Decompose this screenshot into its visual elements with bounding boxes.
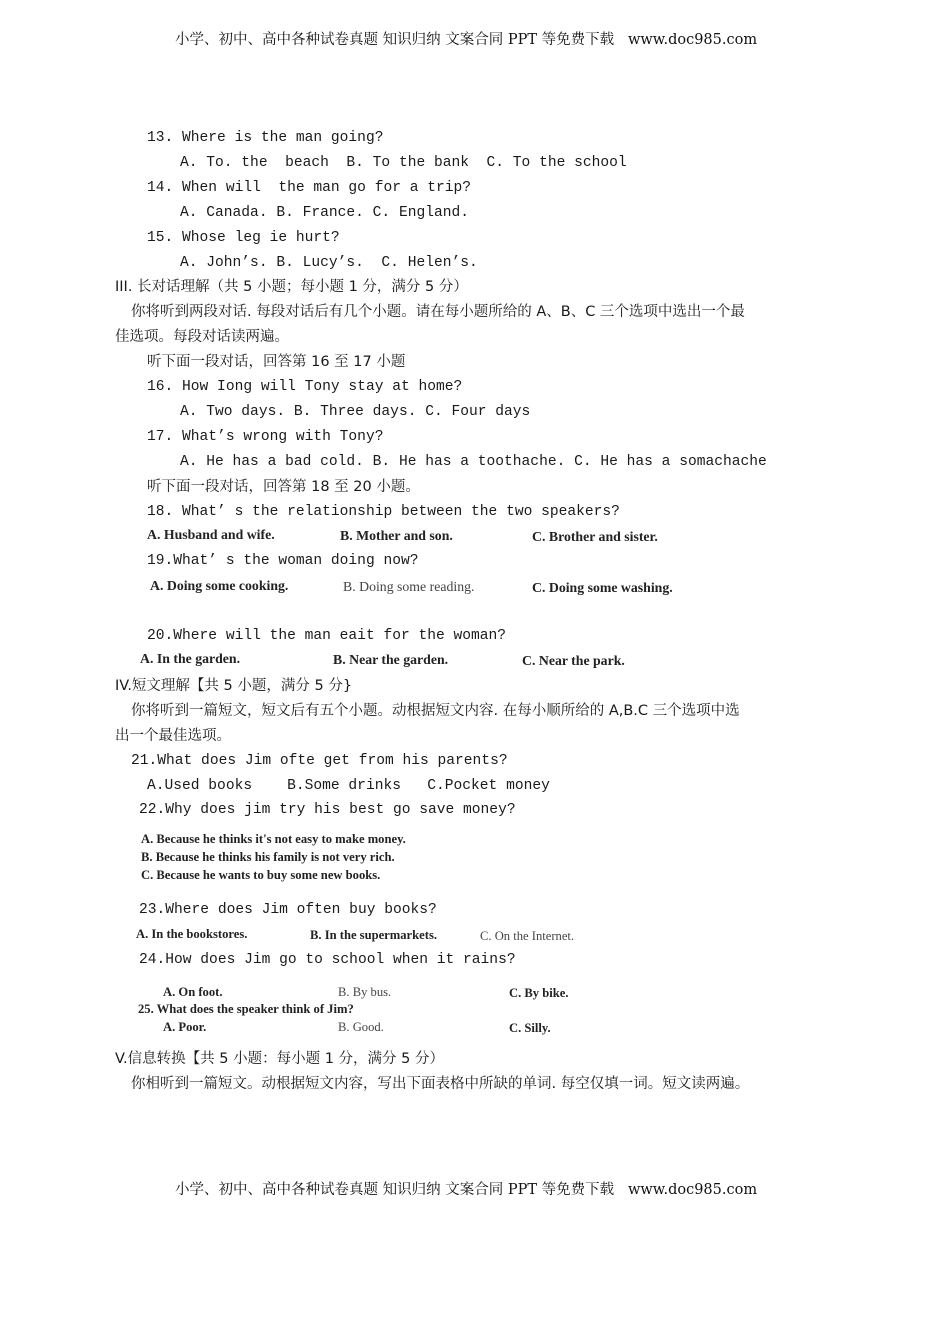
- option-b: B. By bus.: [338, 985, 392, 999]
- question-text: 20.Where will the man eait for the woman?: [147, 628, 507, 644]
- option-b: B. In the supermarkets.: [310, 928, 437, 942]
- option-c: C. Brother and sister.: [532, 529, 658, 544]
- option-b: B. Near the garden.: [333, 652, 449, 667]
- dialog-instruction: 听下面一段对话，回答第 18 至 20 小题。: [147, 479, 420, 495]
- section-instructions-cont: 佳选项。每段对话读两遍。: [115, 329, 289, 345]
- question-text: 21.What does Jim ofte get from his parents?: [131, 753, 508, 769]
- question-text: 22.Why does jim try his best go save money?: [139, 802, 516, 818]
- option-a: A. Poor.: [163, 1020, 207, 1034]
- option-a: A. Because he thinks it's not easy to make money.: [141, 832, 406, 846]
- section-title: III. 长对话理解（共 5 小题；每小题 1 分，满分 5 分）: [115, 279, 468, 295]
- question-text: 14. When will the man go for a trip?: [147, 180, 472, 196]
- section-instructions: 你将听到一篇短文，短文后有五个小题。动根据短文内容. 在每小顺所给的 A,B.C 三个选项中选: [131, 703, 740, 719]
- section-title: IV.短文理解【共 5 小题，满分 5 分}: [115, 678, 353, 694]
- question-options: A. He has a bad cold. B. He has a toothache. C. He has a somachache: [180, 454, 767, 470]
- question-options: A. Canada. B. France. C. England.: [180, 205, 470, 221]
- option-a: A. Husband and wife.: [147, 527, 275, 542]
- question-text: 16. How Iong will Tony stay at home?: [147, 379, 463, 395]
- section-title: V.信息转换【共 5 小题：每小题 1 分，满分 5 分）: [115, 1051, 444, 1067]
- question-text: 24.How does Jim go to school when it rains?: [139, 952, 516, 968]
- question-text: 13. Where is the man going?: [147, 130, 384, 146]
- question-text: 18. What’ s the relationship between the two speakers?: [147, 504, 620, 520]
- question-text: 17. What’s wrong with Tony?: [147, 429, 384, 445]
- page-footer: 小学、初中、高中各种试卷真题 知识归纳 文案合同 PPT 等免费下载 www.doc985.com: [175, 1182, 758, 1198]
- question-options: A. To. the beach B. To the bank C. To the school: [180, 155, 627, 171]
- option-a: A. On foot.: [163, 985, 223, 999]
- option-b: B. Mother and son.: [340, 528, 453, 543]
- option-c: C. Silly.: [509, 1021, 551, 1035]
- option-c: C. Because he wants to buy some new books.: [141, 868, 381, 882]
- option-c: C. On the Internet.: [480, 929, 575, 943]
- question-text: 23.Where does Jim often buy books?: [139, 902, 437, 918]
- section-instructions: 你相听到一篇短文。动根据短文内容，写出下面表格中所缺的单词. 每空仅填一词。短文读两遍。: [131, 1076, 750, 1092]
- option-a: A. In the garden.: [140, 651, 241, 666]
- section-instructions: 你将听到两段对话. 每段对话后有几个小题。请在每小题所给的 A、B、C 三个选项中选出一个最: [131, 304, 745, 320]
- question-options: A. John’s. B. Lucy’s. C. Helen’s.: [180, 255, 478, 271]
- option-c: C. By bike.: [509, 986, 569, 1000]
- question-options: A.Used books B.Some drinks C.Pocket money: [147, 778, 550, 794]
- option-b: B. Because he thinks his family is not very rich.: [141, 850, 395, 864]
- question-options: A. Two days. B. Three days. C. Four days: [180, 404, 531, 420]
- page-header: 小学、初中、高中各种试卷真题 知识归纳 文案合同 PPT 等免费下载 www.doc985.com: [175, 32, 758, 48]
- option-b: B. Doing some reading.: [343, 579, 475, 594]
- option-b: B. Good.: [338, 1020, 384, 1034]
- option-c: C. Doing some washing.: [532, 580, 673, 595]
- section-instructions-cont: 出一个最佳选项。: [115, 728, 231, 744]
- question-text: 25. What does the speaker think of Jim?: [138, 1002, 354, 1016]
- question-text: 19.What’ s the woman doing now?: [147, 553, 419, 569]
- option-c: C. Near the park.: [522, 653, 625, 668]
- dialog-instruction: 听下面一段对话，回答第 16 至 17 小题: [147, 354, 406, 370]
- question-text: 15. Whose leg ie hurt?: [147, 230, 340, 246]
- option-a: A. Doing some cooking.: [150, 578, 289, 593]
- option-a: A. In the bookstores.: [136, 927, 248, 941]
